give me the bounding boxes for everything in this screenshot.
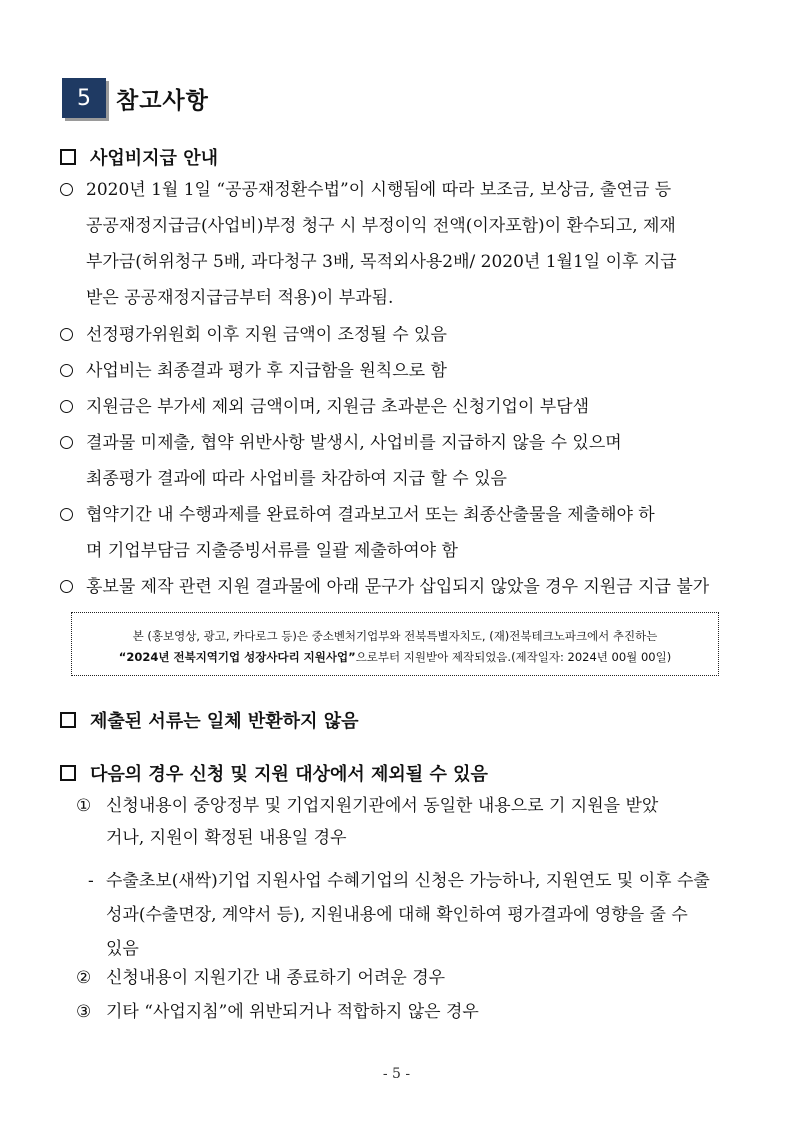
notice-line-1: 본 (홍보영상, 광고, 카다로그 등)은 중소벤처기업부와 전북특별자치도, (재)전북테크노파크에서 추진하는 xyxy=(132,629,658,643)
square-bullet-icon xyxy=(60,712,76,728)
heading-text: 제출된 서류는 일체 반환하지 않음 xyxy=(90,711,359,732)
bullet-promo-material xyxy=(60,569,736,605)
bullet-amount-adjust xyxy=(60,317,736,353)
heading-text: 다음의 경우 신청 및 지원 대상에서 제외될 수 있음 xyxy=(90,764,488,785)
bullet-text: 홍보물 제작 관련 지원 결과물에 아래 문구가 삽입되지 않았을 경우 지원금 지급 불가 xyxy=(86,577,710,597)
circled-number-1: ① xyxy=(76,796,92,816)
notice-bold-phrase: “2024년 전북지역기업 성장사다리 지원사업” xyxy=(118,650,356,664)
bullet-text: 최종평가 결과에 따라 사업비를 차감하여 지급 할 수 있음 xyxy=(86,469,507,489)
bullet-text: 협약기간 내 수행과제를 완료하여 결과보고서 또는 최종산출물을 제출해야 하 xyxy=(86,505,655,525)
circle-bullet-icon xyxy=(60,580,73,593)
page-number: - 5 - xyxy=(382,1066,411,1082)
note-text: 수출초보(새싹)기업 지원사업 수혜기업의 신청은 가능하나, 지원연도 및 이후 수출 xyxy=(106,871,710,891)
bullet-text: 며 기업부담금 지출증빙서류를 일괄 제출하여야 함 xyxy=(86,541,458,561)
bullet-text: 결과물 미제출, 협약 위반사항 발생시, 사업비를 지급하지 않을 수 있으며 xyxy=(86,433,622,453)
circle-bullet-icon xyxy=(60,436,73,449)
heading-text: 사업비지급 안내 xyxy=(90,148,218,169)
bullet-text: 2020년 1월 1일 “공공재정환수법”이 시행됨에 따라 보조금, 보상금, 출연금 등 xyxy=(86,180,672,200)
dash-bullet: - xyxy=(88,871,94,891)
circle-bullet-icon xyxy=(60,183,73,196)
heading-payment-guide xyxy=(60,144,218,170)
bullet-text: 선정평가위원회 이후 지원 금액이 조정될 수 있음 xyxy=(86,325,447,345)
circle-bullet-icon xyxy=(60,400,73,413)
circled-number-3: ③ xyxy=(76,1002,92,1022)
note-text: 성과(수출면장, 계약서 등), 지원내용에 대해 확인하여 평가결과에 영향을 줄 수 xyxy=(106,905,688,925)
exclusion-note xyxy=(88,864,736,966)
item-text: 거나, 지원이 확정된 내용일 경우 xyxy=(106,828,347,848)
square-bullet-icon xyxy=(60,149,76,165)
section-header xyxy=(62,78,209,118)
item-text: 신청내용이 중앙정부 및 기업지원기관에서 동일한 내용으로 기 지원을 받았 xyxy=(106,796,659,816)
item-text: 기타 “사업지침”에 위반되거나 적합하지 않은 경우 xyxy=(106,1002,479,1022)
bullet-text: 부가금(허위청구 5배, 과다청구 3배, 목적외사용2배/ 2020년 1월1일 이후 지급 xyxy=(86,252,677,272)
circle-bullet-icon xyxy=(60,364,73,377)
bullet-completion xyxy=(60,497,736,569)
bullet-text: 공공재정지급금(사업비)부정 청구 시 부정이익 전액(이자포함)이 환수되고, 제재 xyxy=(86,216,676,236)
section-number: 5 xyxy=(62,78,106,118)
exclusion-item-3 xyxy=(76,996,736,1028)
item-text: 신청내용이 지원기간 내 종료하기 어려운 경우 xyxy=(106,968,446,988)
bullet-text: 지원금은 부가세 제외 금액이며, 지원금 초과분은 신청기업이 부담샘 xyxy=(86,397,590,417)
heading-exclusions xyxy=(60,760,488,786)
circle-bullet-icon xyxy=(60,328,73,341)
circled-number-2: ② xyxy=(76,968,92,988)
bullet-text: 사업비는 최종결과 평가 후 지급함을 원칙으로 함 xyxy=(86,361,447,381)
bullet-payment-principle xyxy=(60,353,736,389)
bullet-text: 받은 공공재정지급금부터 적용)이 부과됨. xyxy=(86,288,394,308)
bullet-nonsubmission xyxy=(60,425,736,497)
section-title: 참고사항 xyxy=(116,87,209,114)
exclusion-item-1 xyxy=(76,790,736,854)
notice-rest: 으로부터 지원받아 제작되었음.(제작일자: 2024년 00월 00일) xyxy=(355,650,672,664)
note-text: 있음 xyxy=(106,939,139,959)
notice-line-2 xyxy=(72,647,718,668)
bullet-clawback-law xyxy=(60,172,736,316)
exclusion-item-2 xyxy=(76,962,736,994)
heading-no-return xyxy=(60,707,359,733)
notice-box xyxy=(71,612,719,676)
square-bullet-icon xyxy=(60,765,76,781)
bullet-vat-excluded xyxy=(60,389,736,425)
circle-bullet-icon xyxy=(60,508,73,521)
